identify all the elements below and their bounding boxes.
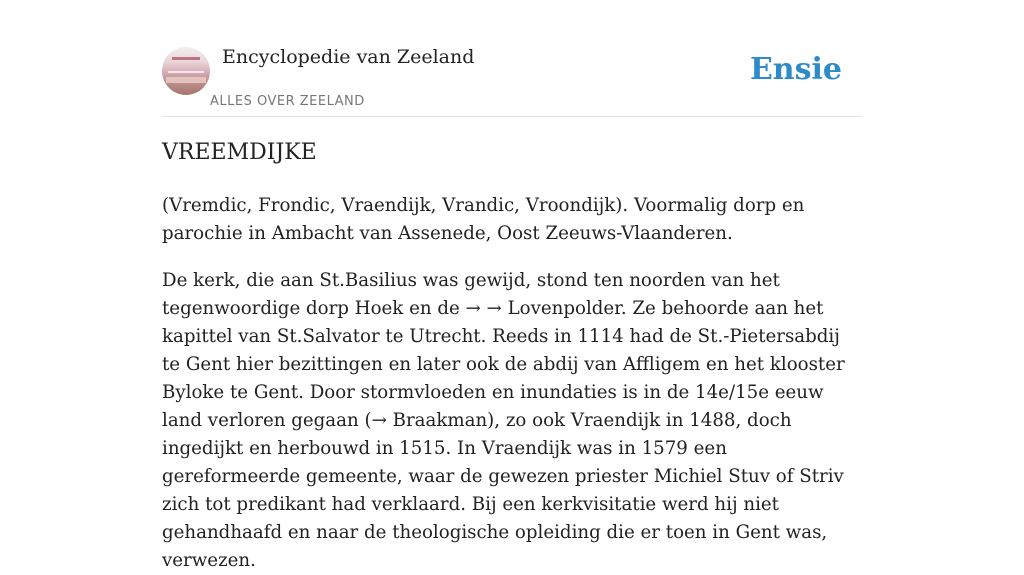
avatar-detail	[168, 71, 204, 73]
site-header	[162, 0, 862, 117]
encyclopedia-title-link[interactable]: Encyclopedie van Zeeland	[222, 46, 475, 68]
avatar-detail	[166, 77, 206, 83]
encyclopedia-tagline: ALLES OVER ZEELAND	[210, 94, 365, 109]
article-paragraph-body: De kerk, die aan St.Basilius was gewijd, stond ten noorden van het tegenwoordige dorp Hoek en de → → Lovenpolder. Ze behoorde aan het kapittel van St.Salvator te Utrecht. Reeds in 1114 had de St.-Pietersabdij te Gent hier bezittingen en later ook de abdij van Affligem en het klooster Byloke te Gent. Door stormvloeden en inundaties is in de 14e/15e eeuw land verloren gegaan (→ Braakman), zo ook Vraendijk in 1488, doch ingedijkt en herbouwd in 1515. In Vraendijk was in 1579 een gereformeerde gemeente, waar de gewezen priester Michiel Stuv of Striv zich tot predikant had verklaard. Bij een kerkvisitatie werd hij niet gehandhaafd en naar de theologische opleiding die er toen in Gent was, verwezen.	[162, 270, 845, 571]
article-title: VREEMDIJKE	[162, 140, 317, 165]
avatar-detail	[172, 57, 200, 60]
page-container	[162, 0, 862, 571]
article-paragraph-intro: (Vremdic, Frondic, Vraendijk, Vrandic, Vroondijk). Voormalig dorp en parochie in Ambacht van Assenede, Oost Zeeuws-Vlaanderen.	[162, 195, 805, 244]
ensie-logo-link[interactable]: Ensie	[749, 52, 842, 87]
encyclopedia-avatar[interactable]	[162, 47, 210, 95]
